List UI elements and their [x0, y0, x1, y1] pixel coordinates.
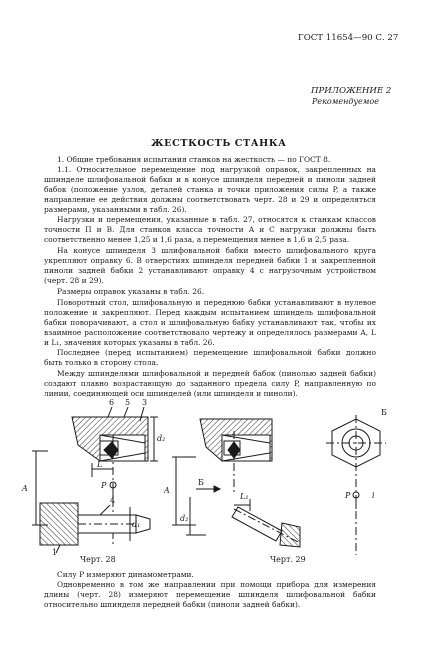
label-P-view: P	[345, 491, 351, 500]
view-B	[326, 415, 386, 555]
label-section-B: Б	[198, 478, 204, 487]
paragraph-3: На конусе шпинделя 3 шлифовальной бабки вместо шлифовального круга укрепляют оправку 6. В отверстиях шпинделя передней бабки 1 и закрепленной пиноли задней бабки 2 устанавливают оправку 4 с нагрузочным устройством (черт. 28 и 29).	[44, 246, 376, 286]
label-P: P	[101, 481, 107, 490]
label-d1: d₁	[132, 520, 141, 529]
appendix-label: ПРИЛОЖЕНИЕ 2	[311, 86, 392, 96]
label-1: 1	[52, 548, 58, 555]
appendix-note: Рекомендуемое	[312, 97, 379, 106]
figures-drawing	[0, 395, 424, 555]
page-header: ГОСТ 11654—90 С. 27	[298, 33, 399, 43]
paragraph-force: Силу P измеряют динамометрами.	[57, 570, 194, 579]
label-A-29: A	[164, 486, 170, 495]
paragraph-5: Поворотный стол, шлифовальную и переднюю бабки устанавливают в нулевое положение и закрепляют. Перед каждым испытанием шпиндель шлифовальной бабки поворачивают, а стол и шлифовальную бабку устанавливают так, чтобы их взаимное расположение соответствовало чертежу и определялось размерами A, L и L₁, значения которых указаны в табл. 26.	[44, 298, 376, 348]
label-B-view: Б	[381, 408, 387, 417]
section-title: ЖЕСТКОСТЬ СТАНКА	[151, 138, 287, 149]
label-d2: d₂	[157, 434, 166, 443]
paragraph-measure: Одновременно в том же направлении при помощи прибора для измерения длины (черт. 28) измеряют перемещение шпинделя шлифовальной бабки относительно шпинделя передней бабки (пиноли задней бабки).	[44, 580, 376, 610]
figure-28	[32, 407, 158, 553]
label-A: A	[22, 484, 28, 493]
label-6: 6	[109, 398, 115, 407]
paragraph-6: Последнее (перед испытанием) перемещение шлифовальной бабки должно быть только в сторону стола.	[44, 348, 376, 368]
paragraph-7: Между шпинделями шлифовальной и передней бабок (пинолью задней бабки) создают плавно возрастающую до заданного предела силу P, направленную по линии, соединяющей оси шпинделей (или шпинделя и пиноли).	[44, 369, 376, 399]
paragraph-1-1: 1.1. Относительное перемещение под нагрузкой оправок, закрепленных на шпинделе шлифовальной бабки и в конусе шпинделя передней и пиноли задней бабок (положение узлов, деталей станка и точки приложения силы P, а также направление ее действия должны соответствовать черт. 28 и 29 и определяться размерами, указанными в табл. 26).	[44, 165, 376, 215]
caption-fig-29: Черт. 29	[270, 555, 306, 564]
label-L1: L₁	[240, 492, 249, 501]
label-i-view: i	[372, 491, 375, 500]
caption-fig-28: Черт. 28	[80, 555, 116, 564]
paragraph-1: 1. Общие требования испытания станков на жесткость — по ГОСТ 8.	[57, 155, 331, 164]
label-L: L	[97, 460, 103, 469]
label-3: 3	[142, 398, 148, 407]
label-d2-29: d₂	[180, 514, 189, 523]
label-4: 4	[110, 496, 116, 505]
paragraph-4: Размеры оправок указаны в табл. 26.	[57, 287, 205, 296]
label-5: 5	[125, 398, 131, 407]
headstock-block	[40, 503, 78, 545]
paragraph-2: Нагрузки и перемещения, указанные в табл. 27, относятся к станкам классов точности П и В. Для станков класса точности А и С нагрузки должны быть соответственно менее 1,25 и 1,6 раза, а перемещения менее в 1,6 и 2,5 раза.	[44, 215, 376, 245]
figure-29	[172, 419, 300, 547]
